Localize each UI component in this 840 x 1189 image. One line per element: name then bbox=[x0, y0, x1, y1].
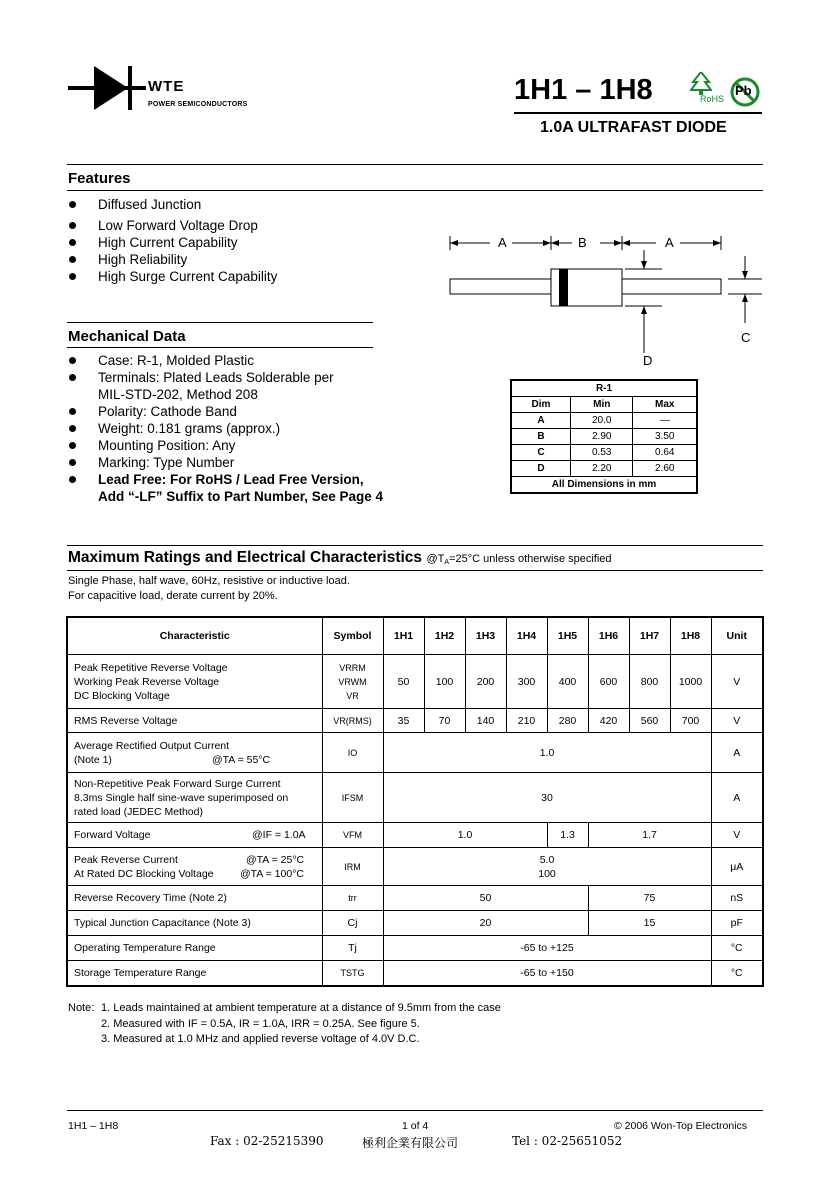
dim-row bbox=[511, 445, 697, 461]
dim-row bbox=[511, 413, 697, 429]
table-row bbox=[67, 936, 763, 961]
condition-text: @TA = 25°C bbox=[246, 853, 305, 866]
value-cell: 20 bbox=[383, 911, 588, 936]
ratings-intro-1: Single Phase, half wave, 60Hz, resistive or inductive load. bbox=[68, 575, 350, 587]
mechanical-item: Terminals: Plated Leads Solderable per bbox=[68, 369, 468, 386]
dim-cell: 20.0 bbox=[571, 413, 633, 429]
features-top-rule bbox=[67, 164, 763, 165]
value-cell: 400 bbox=[547, 655, 588, 709]
product-title: 1.0A ULTRAFAST DIODE bbox=[540, 119, 727, 136]
dim-cell: 2.60 bbox=[633, 461, 697, 477]
rohs-badge bbox=[688, 72, 728, 106]
header-part: 1H8 bbox=[670, 617, 711, 655]
feature-item: Low Forward Voltage Drop bbox=[68, 217, 398, 234]
dim-cell: C bbox=[511, 445, 571, 461]
pb-free-badge bbox=[729, 76, 761, 108]
table-header-row bbox=[67, 617, 763, 655]
logo-name: WTE bbox=[148, 78, 185, 95]
dim-cell: B bbox=[511, 429, 571, 445]
value-cell: 700 bbox=[670, 709, 711, 733]
notes-list bbox=[101, 1001, 501, 1048]
condition-suffix: =25°C unless otherwise specified bbox=[449, 553, 612, 565]
char-cell: Reverse Recovery Time (Note 2) bbox=[67, 886, 322, 911]
dim-cell: 2.90 bbox=[571, 429, 633, 445]
value-cell: 70 bbox=[424, 709, 465, 733]
condition-sub: A bbox=[444, 559, 450, 566]
unit-cell: V bbox=[711, 655, 763, 709]
note-item: 1. Leads maintained at ambient temperature at a distance of 9.5mm from the case bbox=[101, 1002, 501, 1014]
symbol-cell: VFM bbox=[322, 823, 383, 848]
symbol-cell: VR(RMS) bbox=[322, 709, 383, 733]
footer-rule bbox=[67, 1110, 763, 1111]
dim-cell: 0.53 bbox=[571, 445, 633, 461]
symbol-cell: trr bbox=[322, 886, 383, 911]
symbol-line: VR bbox=[346, 690, 359, 701]
value-cell: 300 bbox=[506, 655, 547, 709]
unit-cell: pF bbox=[711, 911, 763, 936]
value-cell: 1000 bbox=[670, 655, 711, 709]
value-cell: 800 bbox=[629, 655, 670, 709]
dim-label-b: B bbox=[578, 235, 587, 250]
char-line: DC Blocking Voltage bbox=[74, 689, 170, 702]
value-cell: 1.7 bbox=[588, 823, 711, 848]
dim-label-a-left: A bbox=[498, 235, 507, 250]
char-line: Average Rectified Output Current bbox=[74, 739, 230, 752]
char-cell bbox=[67, 823, 322, 848]
dim-cell: 3.50 bbox=[633, 429, 697, 445]
unit-cell: A bbox=[711, 773, 763, 823]
char-cell bbox=[67, 848, 322, 886]
part-range-title: 1H1 – 1H8 bbox=[514, 74, 653, 106]
char-cell bbox=[67, 655, 322, 709]
value-cell: 140 bbox=[465, 709, 506, 733]
char-line: 8.3ms Single half sine-wave superimposed on bbox=[74, 791, 289, 804]
rohs-tree-icon bbox=[690, 72, 712, 96]
value-cell: 30 bbox=[383, 773, 711, 823]
unit-cell: °C bbox=[711, 961, 763, 986]
value-cell: 35 bbox=[383, 709, 424, 733]
symbol-cell: IO bbox=[322, 733, 383, 773]
char-cell: Operating Temperature Range bbox=[67, 936, 322, 961]
ratings-intro-2: For capacitive load, derate current by 20%. bbox=[68, 590, 278, 602]
mechanical-list bbox=[68, 352, 468, 505]
value-cell: 1.0 bbox=[383, 823, 547, 848]
mechanical-item: Case: R-1, Molded Plastic bbox=[68, 352, 468, 369]
value-cell: 50 bbox=[383, 886, 588, 911]
header-part: 1H3 bbox=[465, 617, 506, 655]
symbol-cell: TSTG bbox=[322, 961, 383, 986]
header-part: 1H7 bbox=[629, 617, 670, 655]
header-unit: Unit bbox=[711, 617, 763, 655]
char-cell: Storage Temperature Range bbox=[67, 961, 322, 986]
value-cell: 600 bbox=[588, 655, 629, 709]
ratings-table bbox=[66, 616, 764, 987]
unit-cell: °C bbox=[711, 936, 763, 961]
condition-prefix: @T bbox=[426, 553, 445, 565]
symbol-cell: IRM bbox=[322, 848, 383, 886]
mechanical-item: Weight: 0.181 grams (approx.) bbox=[68, 420, 468, 437]
feature-item: Diffused Junction bbox=[68, 196, 398, 213]
table-row bbox=[67, 911, 763, 936]
dim-header: Max bbox=[633, 397, 697, 413]
char-line: Working Peak Reverse Voltage bbox=[74, 675, 220, 688]
footer-company: 極利企業有限公司 bbox=[362, 1136, 459, 1150]
symbol-line: VRWM bbox=[338, 676, 367, 687]
dimension-table-title: R-1 bbox=[511, 380, 697, 397]
char-line: At Rated DC Blocking Voltage bbox=[74, 867, 214, 880]
dim-cell: 0.64 bbox=[633, 445, 697, 461]
unit-cell: V bbox=[711, 709, 763, 733]
dimension-table bbox=[510, 379, 698, 494]
dim-header: Min bbox=[571, 397, 633, 413]
symbol-cell: Cj bbox=[322, 911, 383, 936]
logo-tagline: POWER SEMICONDUCTORS bbox=[148, 101, 248, 108]
dim-label-c: C bbox=[741, 330, 751, 345]
footer-page-number: 1 of 4 bbox=[402, 1120, 429, 1132]
header-rule bbox=[514, 112, 762, 114]
value-cell: -65 to +150 bbox=[383, 961, 711, 986]
notes-label: Note: bbox=[68, 1002, 95, 1014]
value-cell: 560 bbox=[629, 709, 670, 733]
symbol-cell: Tj bbox=[322, 936, 383, 961]
unit-cell: A bbox=[711, 733, 763, 773]
dim-label-d: D bbox=[643, 353, 653, 368]
ratings-bottom-rule bbox=[67, 570, 763, 571]
char-line: Peak Repetitive Reverse Voltage bbox=[74, 661, 228, 674]
package-outline-diagram bbox=[440, 228, 770, 368]
wte-logo bbox=[68, 64, 248, 112]
value-cell: 280 bbox=[547, 709, 588, 733]
symbol-line: VRRM bbox=[339, 662, 366, 673]
char-cell bbox=[67, 773, 322, 823]
table-row bbox=[67, 733, 763, 773]
header-part: 1H5 bbox=[547, 617, 588, 655]
value-line: 100 bbox=[538, 867, 556, 880]
value-cell: 75 bbox=[588, 886, 711, 911]
header-symbol: Symbol bbox=[322, 617, 383, 655]
symbol-cell bbox=[322, 655, 383, 709]
value-cell: -65 to +125 bbox=[383, 936, 711, 961]
char-line: Non-Repetitive Peak Forward Surge Current bbox=[74, 777, 281, 790]
rohs-label: RoHS bbox=[700, 94, 725, 104]
dim-cell: D bbox=[511, 461, 571, 477]
ratings-top-rule bbox=[67, 545, 763, 546]
features-bottom-rule bbox=[67, 190, 763, 191]
value-cell: 15 bbox=[588, 911, 711, 936]
condition-text: @TA = 55°C bbox=[212, 753, 271, 766]
table-row bbox=[67, 961, 763, 986]
pb-label: Pb bbox=[735, 83, 752, 98]
value-cell: 1.0 bbox=[383, 733, 711, 773]
mechanical-heading: Mechanical Data bbox=[68, 328, 186, 345]
value-cell bbox=[383, 848, 711, 886]
dim-cell: 2.20 bbox=[571, 461, 633, 477]
char-line: rated load (JEDEC Method) bbox=[74, 805, 203, 818]
value-cell: 200 bbox=[465, 655, 506, 709]
value-cell: 100 bbox=[424, 655, 465, 709]
mechanical-item: Polarity: Cathode Band bbox=[68, 403, 468, 420]
unit-cell: μA bbox=[711, 848, 763, 886]
footer-fax: Fax : 02-25215390 bbox=[210, 1134, 324, 1148]
table-row bbox=[67, 848, 763, 886]
header-characteristic: Characteristic bbox=[67, 617, 322, 655]
value-cell: 210 bbox=[506, 709, 547, 733]
table-row bbox=[67, 886, 763, 911]
dim-label-a-right: A bbox=[665, 235, 674, 250]
feature-item: High Current Capability bbox=[68, 234, 398, 251]
mechanical-top-rule bbox=[67, 322, 373, 323]
ratings-condition bbox=[427, 553, 612, 565]
note-item: 3. Measured at 1.0 MHz and applied reverse voltage of 4.0V D.C. bbox=[101, 1033, 420, 1045]
value-cell: 420 bbox=[588, 709, 629, 733]
header-part: 1H4 bbox=[506, 617, 547, 655]
mechanical-bottom-rule bbox=[67, 347, 373, 348]
condition-text: @IF = 1.0A bbox=[252, 829, 306, 841]
dim-cell: A bbox=[511, 413, 571, 429]
dim-cell: — bbox=[633, 413, 697, 429]
table-row bbox=[67, 773, 763, 823]
features-heading: Features bbox=[68, 170, 131, 187]
dim-row bbox=[511, 461, 697, 477]
table-row bbox=[67, 655, 763, 709]
diode-logo-icon bbox=[68, 64, 148, 112]
feature-item: High Reliability bbox=[68, 251, 398, 268]
header-part: 1H1 bbox=[383, 617, 424, 655]
table-row bbox=[67, 823, 763, 848]
mechanical-item: Marking: Type Number bbox=[68, 454, 468, 471]
value-line: 5.0 bbox=[539, 853, 555, 866]
header-part: 1H6 bbox=[588, 617, 629, 655]
char-cell: Typical Junction Capacitance (Note 3) bbox=[67, 911, 322, 936]
mechanical-item: Mounting Position: Any bbox=[68, 437, 468, 454]
char-line: Peak Reverse Current bbox=[74, 853, 178, 866]
char-line: (Note 1) bbox=[74, 753, 112, 766]
char-line: Forward Voltage bbox=[74, 829, 151, 841]
mechanical-item-continued: MIL-STD-202, Method 208 bbox=[98, 387, 258, 402]
unit-cell: nS bbox=[711, 886, 763, 911]
unit-cell: V bbox=[711, 823, 763, 848]
char-cell bbox=[67, 733, 322, 773]
note-item: 2. Measured with IF = 0.5A, IR = 1.0A, IRR = 0.25A. See figure 5. bbox=[101, 1017, 420, 1030]
footer-tel: Tel : 02-25651052 bbox=[512, 1134, 623, 1148]
mechanical-item-lead-free: Lead Free: For RoHS / Lead Free Version, bbox=[68, 471, 468, 488]
header-part: 1H2 bbox=[424, 617, 465, 655]
symbol-cell: IFSM bbox=[322, 773, 383, 823]
dimension-table-footer: All Dimensions in mm bbox=[511, 477, 697, 494]
condition-text: @TA = 100°C bbox=[240, 867, 304, 880]
char-cell: RMS Reverse Voltage bbox=[67, 709, 322, 733]
ratings-heading: Maximum Ratings and Electrical Characteristics bbox=[68, 549, 423, 566]
mechanical-item-continued: Add “-LF” Suffix to Part Number, See Page 4 bbox=[98, 489, 384, 504]
table-row bbox=[67, 709, 763, 733]
dim-header: Dim bbox=[511, 397, 571, 413]
ratings-heading-line bbox=[68, 549, 612, 567]
dim-row bbox=[511, 429, 697, 445]
features-list bbox=[68, 196, 398, 285]
feature-item: High Surge Current Capability bbox=[68, 268, 398, 285]
footer-copyright: © 2006 Won-Top Electronics bbox=[614, 1120, 748, 1132]
value-cell: 50 bbox=[383, 655, 424, 709]
value-cell: 1.3 bbox=[547, 823, 588, 848]
footer-part-range: 1H1 – 1H8 bbox=[68, 1120, 119, 1132]
